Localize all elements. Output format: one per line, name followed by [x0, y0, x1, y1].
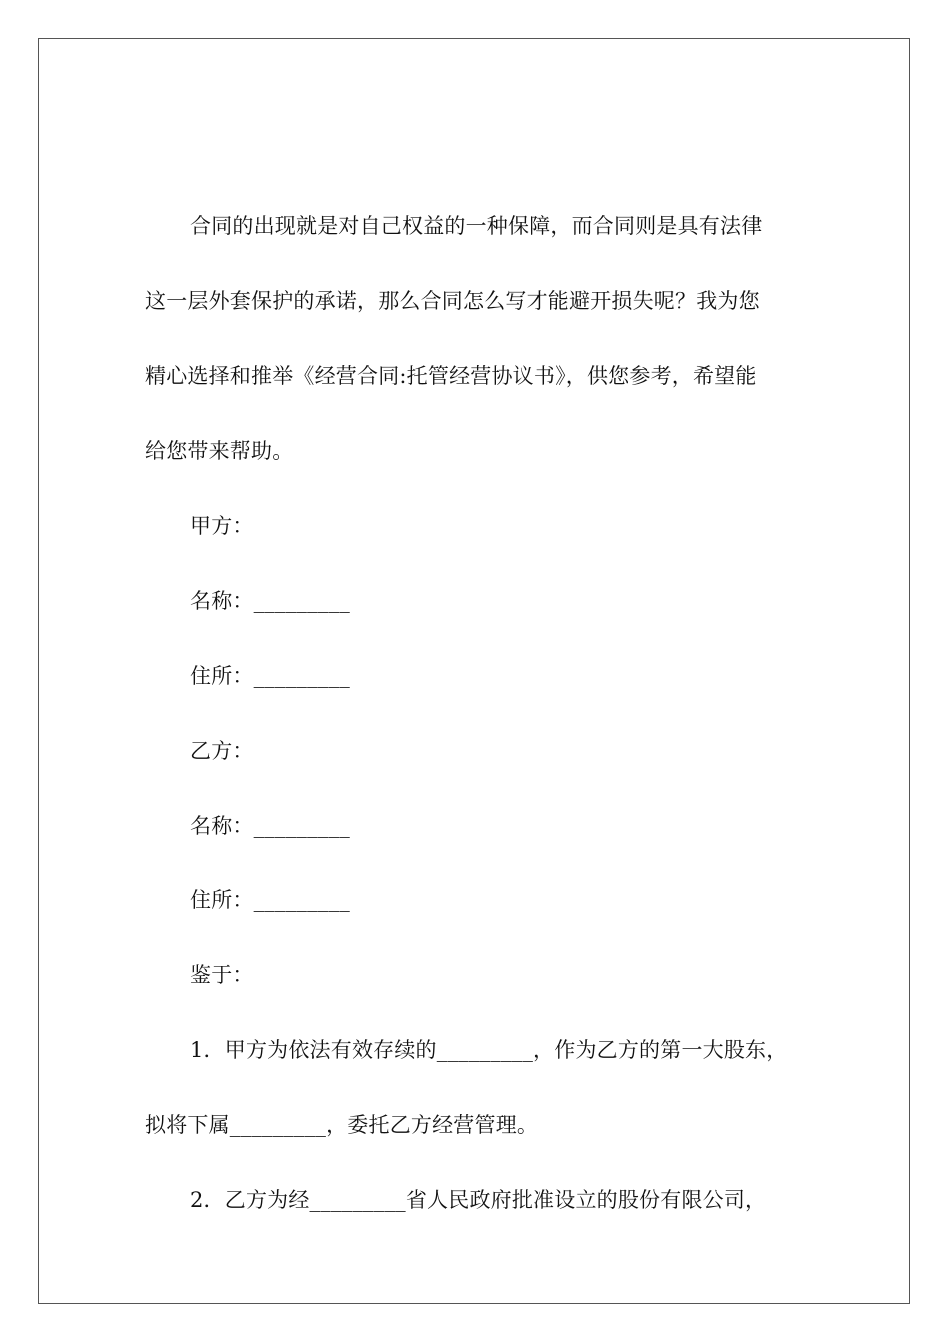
party-a-heading: 甲方： — [190, 514, 254, 538]
party-a-address-field: 住所：_________ — [190, 664, 350, 688]
party-b-name-field: 名称：_________ — [190, 814, 350, 838]
whereas-item-1-line-2: 拟将下属_________，委托乙方经营管理。 — [145, 1113, 539, 1137]
intro-paragraph-line-1: 合同的出现就是对自己权益的一种保障，而合同则是具有法律 — [190, 214, 763, 238]
intro-paragraph-line-4: 给您带来帮助。 — [145, 439, 294, 463]
party-a-name-field: 名称：_________ — [190, 589, 350, 613]
party-b-heading: 乙方： — [190, 739, 254, 763]
whereas-item-1-line-1: 1．甲方为依法有效存续的_________，作为乙方的第一大股东， — [190, 1038, 788, 1062]
intro-paragraph-line-3: 精心选择和推举《经营合同:托管经营协议书》，供您参考，希望能 — [145, 364, 757, 388]
whereas-heading: 鉴于： — [190, 963, 254, 987]
party-b-address-field: 住所：_________ — [190, 888, 350, 912]
intro-paragraph-line-2: 这一层外套保护的承诺，那么合同怎么写才能避开损失呢？我为您 — [145, 289, 760, 313]
whereas-item-2-line-1: 2．乙方为经_________省人民政府批准设立的股份有限公司， — [190, 1188, 767, 1212]
